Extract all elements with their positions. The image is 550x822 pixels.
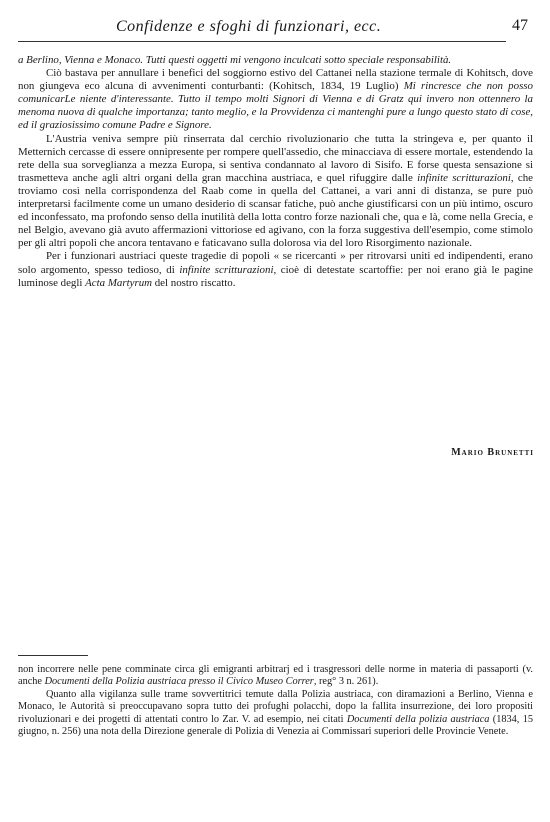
page-number: 47 — [512, 17, 528, 34]
text-span: , che troviamo così nella corrispondenza del Raab come in quella del Cattanei, a vari anni di distanza, se pure può interpretarsi facilmente come un umano desiderio di scansar fatiche, può anche giustificarsi con un più intimo, oscuro ed inconfessato, ma profondo senso della inutilità della lotta contro forze nazionali che, qua e là, come nella Grecia, e nel Belgio, avevano già avuto affermazioni vittoriose ed agivano, con la forza suggestiva dell'esempio, come stimolo per gli altri popoli che ancora tentavano e faticavano sulla dolorosa via del loro Risorgimento nazionale. — [18, 171, 534, 250]
main-text — [18, 54, 533, 290]
italic-span: Documenti della Polizia austriaca presso il Civico Museo Correr — [44, 676, 314, 688]
text-span: (1834, 15 giugno, n. 256) una nota della Direzione generale di Polizia di Venezia ai Commissari superiori delle Provincie Venete. — [18, 713, 533, 738]
text-span: non incorrere nelle pene comminate circa gli emigranti arbitrarj ed i trasgressori delle norme in materia di passaporti (v. anche — [18, 664, 533, 688]
italic-span: a Berlino, Vienna e Monaco. Tutti questi oggetti mi vengono inculcati sotto speciale responsabilità. — [18, 54, 452, 66]
footnote-rule — [18, 655, 88, 656]
text-span: , reg° 3 n. 261). — [313, 676, 379, 688]
footnote-continuation — [18, 664, 533, 689]
text-span: Quanto alla vigilanza sulle trame sovvertitrici temute dalla Polizia austriaca, con diramazioni a Berlino, Vienna e Monaco, le Autorità si preoccupavano sopra tutto dei profughi polacchi, dopo la fallita insurrezione, dei loro propositi rivoluzionari e dei progetti di attentati contro lo Zar. V. ad esempio, nei citati — [18, 688, 533, 725]
paragraph — [18, 67, 533, 132]
page-header — [18, 16, 528, 42]
italic-span: Acta Martyrum — [85, 276, 152, 289]
text-span: , cioè di detestate scartoffie: per noi erano già le pagine luminose degli — [18, 263, 533, 289]
text-span: L'Austria veniva sempre più rinserrata dal cerchio rivoluzionario che tutta la stringeva e, per quanto il Metternich cercasse di essere onnipresente per rompere quell'assedio, che minacciava di essere mortale, estendendo la rete della sua sorveglianza a mezza Europa, si sentiva condannato al lavoro di Sisifo. E forse questa sensazione si trasmetteva anche agli altri organi della gran macchina austriaca, e quel rifuggire dalle — [18, 132, 533, 184]
italic-span: Mi rincresce che non posso comunicarLe niente d'interessante. Tutto il tempo molti Signori di Vienna e di Gratz qui invero non ottennero la menoma nuova di qualche importanza; tanto meglio, e la Provvidenza ci mantenghi pure a lungo questo stato di cose, ed il graziosissimo comune Padre e Signore. — [18, 80, 533, 132]
paragraph — [18, 250, 533, 289]
italic-span: Documenti della polizia austriaca — [346, 713, 490, 725]
paragraph — [18, 133, 533, 251]
italic-span: infinite scritturazioni — [179, 263, 274, 276]
footnote-paragraph — [18, 689, 533, 739]
header-rule — [18, 41, 506, 42]
running-title: Confidenze e sfoghi di funzionari, ecc. — [116, 18, 382, 35]
text-span: Per i funzionari austriaci queste tragedie di popoli « se ricercanti » per ritrovarsi uniti ed indipendenti, erano solo argomento, spesso tedioso, di — [18, 250, 533, 276]
text-span: Ciò bastava per annullare i benefici del soggiorno estivo del Cattanei nella stazione termale di Kohitsch, dove non giungeva eco alcuna di avvenimenti conturbanti: (Kohitsch, 1834, 19 Luglio) — [18, 67, 533, 93]
italic-span: infinite scritturazioni — [417, 171, 511, 184]
text-span: del nostro riscatto. — [152, 276, 236, 289]
author-signature: Mario Brunetti — [451, 447, 534, 458]
paragraph-continuation — [18, 54, 533, 67]
footnotes — [18, 664, 533, 738]
